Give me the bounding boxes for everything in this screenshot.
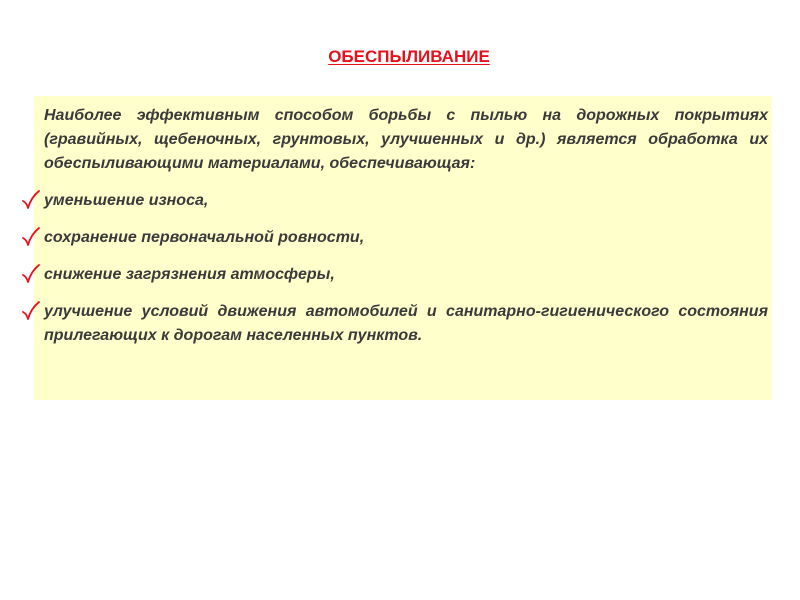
bullet-item [44,189,768,213]
checkmark-icon [22,301,40,321]
bullet-text: уменьшение износа, [44,192,209,209]
bullet-list [44,189,768,348]
checkmark-icon [22,264,40,284]
bullet-text: снижение загрязнения атмосферы, [44,266,335,283]
content-text [44,104,768,348]
bullet-item [44,300,768,348]
slide-title-text: ОБЕСПЫЛИВАНИЕ [328,47,490,66]
bullet-item [44,226,768,250]
intro-paragraph: Наиболее эффективным способом борьбы с пылью на дорожных покрытиях (гравийных, щебеночных, грунтовых, улучшенных и др.) является обработка их обеспыливающими материалами, обеспечивающая: [44,107,768,172]
checkmark-icon [22,227,40,247]
bullet-text: улучшение условий движения автомобилей и санитарно-гигиенического состояния прилегающих к дорогам населенных пунктов. [44,303,768,344]
checkmark-icon [22,190,40,210]
slide-title [0,46,800,68]
bullet-text: сохранение первоначальной ровности, [44,229,365,246]
bullet-item [44,263,768,287]
